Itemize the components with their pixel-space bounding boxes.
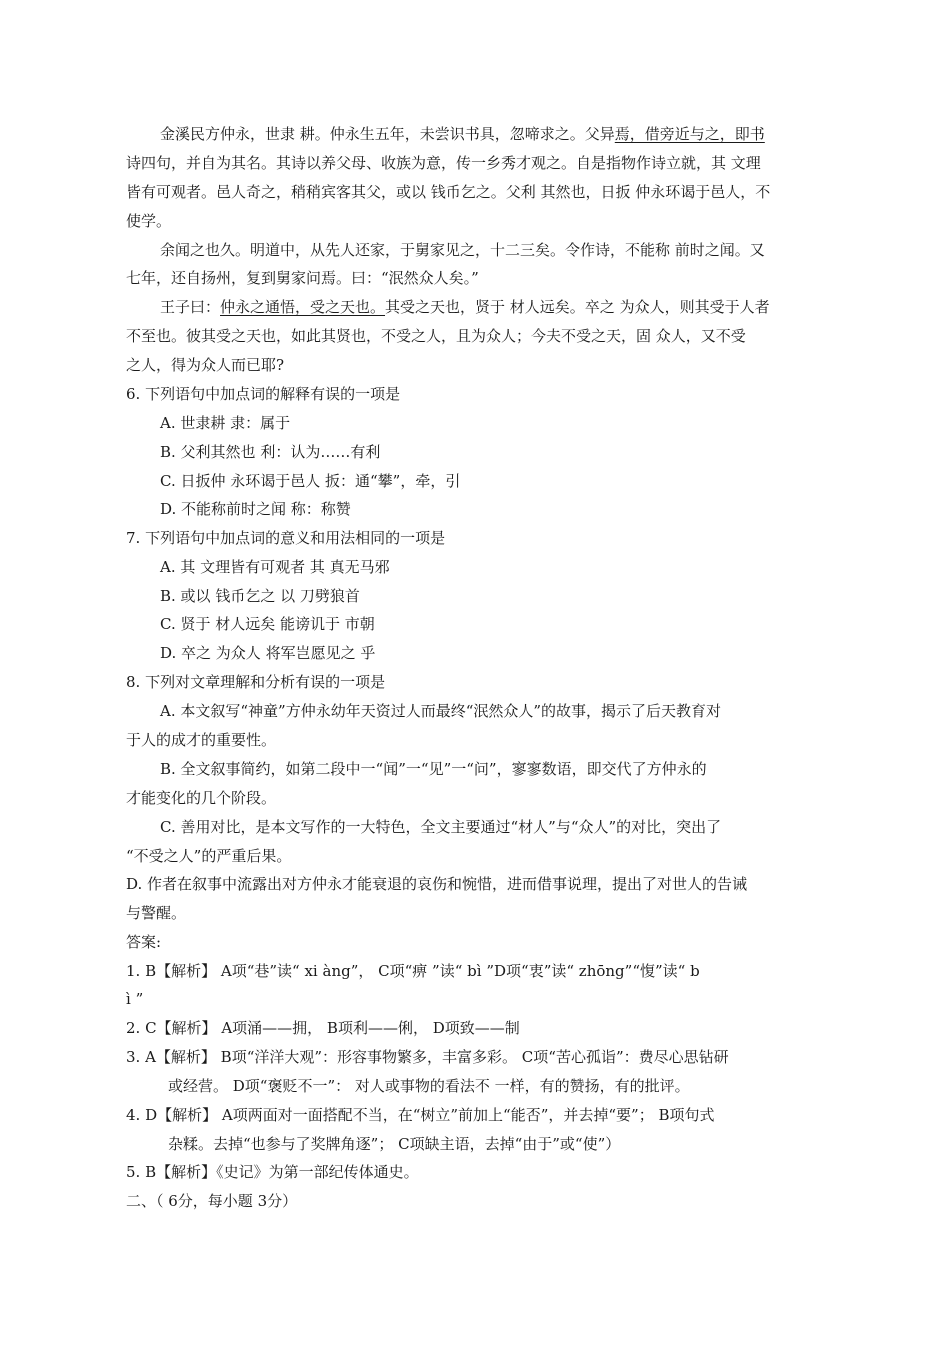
passage-p1-line1 (160, 124, 765, 144)
question-6-option-c: C. 日扳仲 永环谒于邑人 扳：通“攀”，牵，引 (160, 472, 461, 490)
question-8-option-a-line1: A. 本文叙写“神童”方仲永幼年天资过人而最终“泯然众人”的故事，揭示了后天教育对 (160, 702, 722, 720)
passage-p3-prefix: 王子曰： (160, 298, 221, 316)
question-6-option-a: A. 世隶耕 隶：属于 (160, 414, 291, 432)
underlined-sentence: 仲永之通悟，受之天也。 (220, 298, 386, 316)
passage-p3-line1 (160, 297, 770, 317)
question-8-option-a-line2: 于人的成才的重要性。 (126, 731, 277, 749)
passage-p1-line2: 诗四句，并自为其名。其诗以养父母、收族为意，传一乡秀才观之。自是指物作诗立就，其 文理 (126, 154, 761, 172)
question-7-option-b: B. 或以 钱币乞之 以 刀劈狼首 (160, 587, 360, 605)
passage-p1-line3: 皆有可观者。邑人奇之，稍稍宾客其父，或以 钱币乞之。父利 其然也，日扳 仲永环谒于邑人，不 (126, 183, 771, 201)
answers-heading: 答案: (126, 933, 162, 951)
question-8-option-c-line1: C. 善用对比，是本文写作的一大特色，全文主要通过“材人”与“众人”的对比，突出了 (160, 818, 722, 836)
question-8-stem: 8. 下列对文章理解和分析有误的一项是 (126, 673, 386, 691)
answer-1-line2: ì ” (126, 990, 144, 1008)
question-8-option-c-line2: “不受之人”的严重后果。 (126, 847, 292, 865)
passage-p3-line3: 之人，得为众人而已耶? (126, 356, 285, 374)
answer-4-line1: 4. D【解析】 A项两面对一面搭配不当，在“树立”前加上“能否”，并去掉“要”； B项句式 (126, 1106, 715, 1124)
underlined-phrase: 焉，借旁近与之，即书 (614, 125, 765, 143)
answer-3-line1: 3. A【解析】 B项“洋洋大观”：形容事物繁多，丰富多彩。 C项“苦心孤诣”：费尽心思钻研 (126, 1048, 729, 1066)
section-2-heading: 二、（ 6分，每小题 3分） (126, 1192, 298, 1210)
question-8-option-d-line2: 与警醒。 (126, 904, 187, 922)
question-8-option-b-line1: B. 全文叙事简约，如第二段中一“闻”一“见”一“问”，寥寥数语，即交代了方仲永的 (160, 760, 707, 778)
question-8-option-d-line1: D. 作者在叙事中流露出对方仲永才能衰退的哀伤和惋惜，进而借事说理，提出了对世人的告诫 (126, 875, 748, 893)
question-6-stem: 6. 下列语句中加点词的解释有误的一项是 (126, 385, 401, 403)
question-7-option-d: D. 卒之 为众人 将军岂愿见之 乎 (160, 644, 376, 662)
question-6-option-d: D. 不能称前时之闻 称：称赞 (160, 500, 351, 518)
question-7-stem: 7. 下列语句中加点词的意义和用法相同的一项是 (126, 529, 446, 547)
answer-5: 5. B【解析】《史记》为第一部纪传体通史。 (126, 1163, 419, 1181)
answer-3-line2: 或经营。 D项“褒贬不一”： 对人或事物的看法不 一样，有的赞扬，有的批评。 (168, 1077, 690, 1095)
question-7-option-a: A. 其 文理皆有可观者 其 真无马邪 (160, 558, 390, 576)
passage-p2-line1: 余闻之也久。明道中，从先人还家，于舅家见之，十二三矣。令作诗，不能称 前时之闻。又 (160, 241, 765, 259)
passage-p3-rest: 其受之天也，贤于 材人远矣。卒之 为众人，则其受于人者 (385, 298, 770, 316)
passage-p2-line2: 七年，还自扬州，复到舅家问焉。曰：“泯然众人矣。” (126, 269, 479, 287)
passage-p1-line1-text: 金溪民方仲永，世隶 耕。仲永生五年，未尝识书具，忽啼求之。父异 (160, 125, 615, 143)
question-8-option-b-line2: 才能变化的几个阶段。 (126, 789, 277, 807)
passage-p1-line4: 使学。 (126, 212, 172, 230)
question-6-option-b: B. 父利其然也 利：认为……有利 (160, 443, 381, 461)
answer-2: 2. C【解析】 A项涌——拥， B项利——俐， D项致——制 (126, 1019, 520, 1037)
question-7-option-c: C. 贤于 材人远矣 能谤讥于 市朝 (160, 615, 375, 633)
answer-1-line1: 1. B【解析】 A项“巷”读“ xi àng”， C项“痹 ”读“ bì ”D项“衷”读“ zhōng”“愎”读“ b (126, 962, 700, 980)
passage-p3-line2: 不至也。彼其受之天也，如此其贤也，不受之人，且为众人；今夫不受之天，固 众人，又不受 (126, 327, 746, 345)
answer-4-line2: 杂糅。去掉“也参与了奖牌角逐”； C项缺主语，去掉“由于”或“使”） (168, 1135, 621, 1153)
